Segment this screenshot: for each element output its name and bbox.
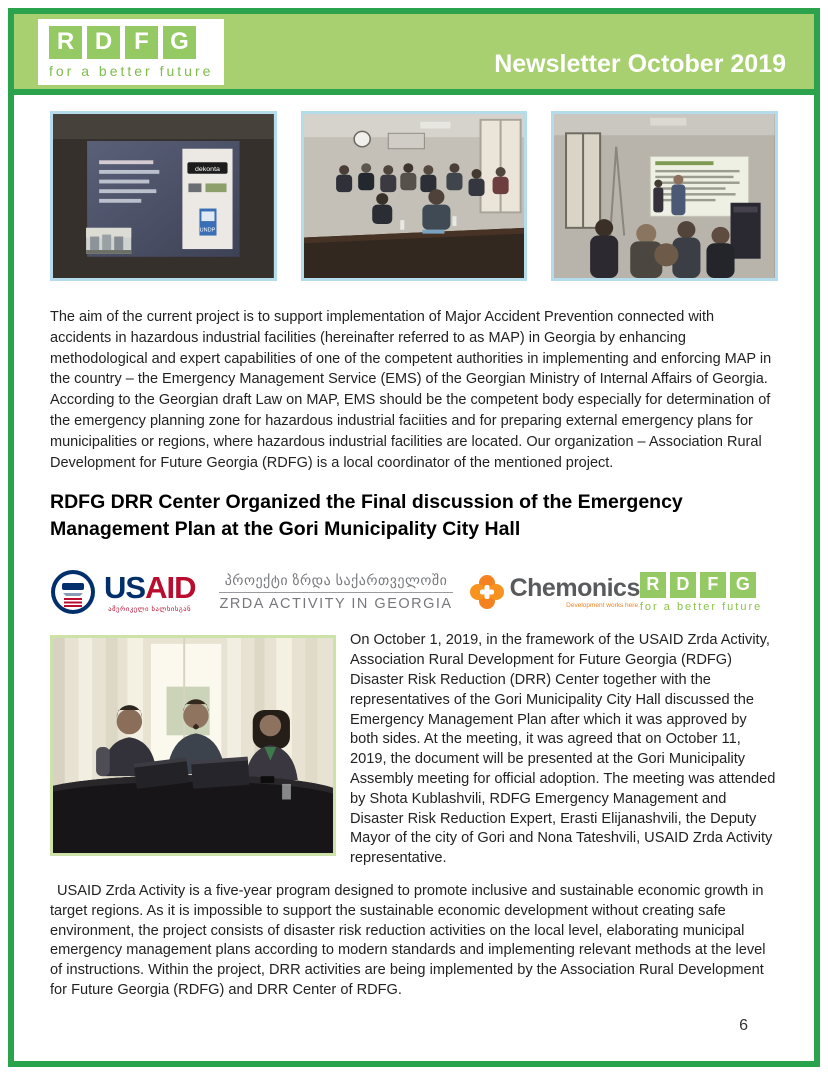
rdfg-logo-letter: G — [163, 26, 196, 59]
zrda-georgian-line: პროექტი ზრდა საქართველოში — [224, 572, 448, 589]
rdfg-logo-letter: R — [640, 572, 666, 598]
chemonics-tagline: Development works here. — [566, 601, 640, 609]
chemonics-logo — [469, 574, 640, 610]
page-frame — [8, 8, 820, 1067]
usaid-logo — [50, 569, 195, 615]
page-number: 6 — [739, 1017, 748, 1034]
rdfg-small-tagline: for a better future — [639, 600, 763, 613]
header-banner — [14, 14, 814, 95]
rdfg-logo-tagline: for a better future — [49, 62, 214, 79]
usaid-word-us: US — [104, 569, 146, 605]
photo-presentation — [551, 111, 778, 281]
photo-projected-slide-art — [53, 114, 274, 278]
chemonics-name: Chemonics — [509, 573, 640, 602]
rdfg-logo-letter: R — [49, 26, 82, 59]
photo-presentation-art — [554, 114, 775, 278]
usaid-wordmark — [104, 569, 196, 613]
usaid-georgian-tagline: ამერიკელი ხალხისგან — [108, 605, 192, 613]
chemonics-wordmark — [509, 573, 640, 609]
rdfg-logo-small — [640, 572, 762, 613]
zrda-logo — [219, 572, 452, 612]
usaid-seal-icon — [50, 569, 96, 615]
article-paragraph-2: USAID Zrda Activity is a five-year program designed to promote inclusive and sustainable economic growth in target regions. As it is impossible to support the sustainable economic development without creating safe environment, the project consists of disaster risk reduction activities on the local level, elaborating municipal emergency management plans according to modern standards and implementing relevant methods at the level of instructions. Within the project, DRR activities are being implemented by the Association Rural Development for Future Georgia (RDFG) and DRR Center of RDFG. — [50, 882, 766, 998]
article-heading: RDFG DRR Center Organized the Final discussion of the Emergency Management Plan at the Gori Municipality City Hall — [50, 491, 683, 541]
rdfg-logo-letter: G — [730, 572, 756, 598]
photo-table-discussion — [50, 635, 336, 856]
usaid-word-aid: AID — [145, 569, 196, 605]
photo-row — [50, 111, 778, 281]
page-content — [14, 95, 814, 1001]
newsletter-title: Newsletter October 2019 — [494, 50, 786, 78]
rdfg-logo-squares — [49, 26, 213, 59]
intro-paragraph: The aim of the current project is to support implementation of Major Accident Prevention connected with accidents in hazardous industrial facilities (hereinafter referred to as MAP) in Georgia by enhancing methodological and expert capabilities of one of the competent authorities in implementing and enforcing MAP in the country – the Emergency Management Service (EMS) of the Georgian Ministry of Internal Affairs of Georgia. According to the Georgian draft Law on MAP, EMS should be the competent body especially for determination of the emergency planning zone for hazardous industrial faciities and for preparing external emergency plans for municipalities or regions, where hazardous industrial facilities are located. Our organization – Association Rural Development for Future Georgia (RDFG) is a local coordinator of the mentioned project. — [50, 309, 772, 471]
photo-meeting-room-art — [304, 114, 525, 278]
rdfg-logo-letter: F — [125, 26, 158, 59]
photo-projected-slide — [50, 111, 277, 281]
partner-logos — [50, 569, 778, 615]
slide-brand-undp: UNDP — [199, 227, 216, 234]
slide-brand-dekonta: dekonta — [194, 166, 220, 173]
rdfg-logo — [38, 19, 224, 85]
photo-meeting-room — [301, 111, 528, 281]
rdfg-logo-letter: D — [670, 572, 696, 598]
chemonics-flower-icon — [469, 574, 505, 610]
rdfg-logo-letter: F — [700, 572, 726, 598]
article-paragraph-1: On October 1, 2019, in the framework of the USAID Zrda Activity, Association Rural Development for Future Georgia (RDFG) Disaster Risk Reduction (DRR) Center together with the representatives of the Gori Municipality City Hall discussed the Emergency Management Plan after which it was approved by both sides. At the meeting, it was agreed that on October 11, 2019, the document will be presented at the Gori Municipality Assembly meeting for official adoption. The meeting was attended by Shota Kublashvili, RDFG Emergency Management and Disaster Risk Reduction Expert, Erasti Elijanashvili, the Deputy Mayor of the city of Gori and Nona Tateshvili, USAID Zrda Activity representative. — [350, 632, 776, 867]
rdfg-small-squares — [640, 572, 762, 598]
zrda-english-line: ZRDA ACTIVITY IN GEORGIA — [219, 592, 452, 612]
article-body — [50, 631, 778, 1000]
photo-table-discussion-art — [53, 638, 333, 853]
rdfg-logo-letter: D — [87, 26, 120, 59]
